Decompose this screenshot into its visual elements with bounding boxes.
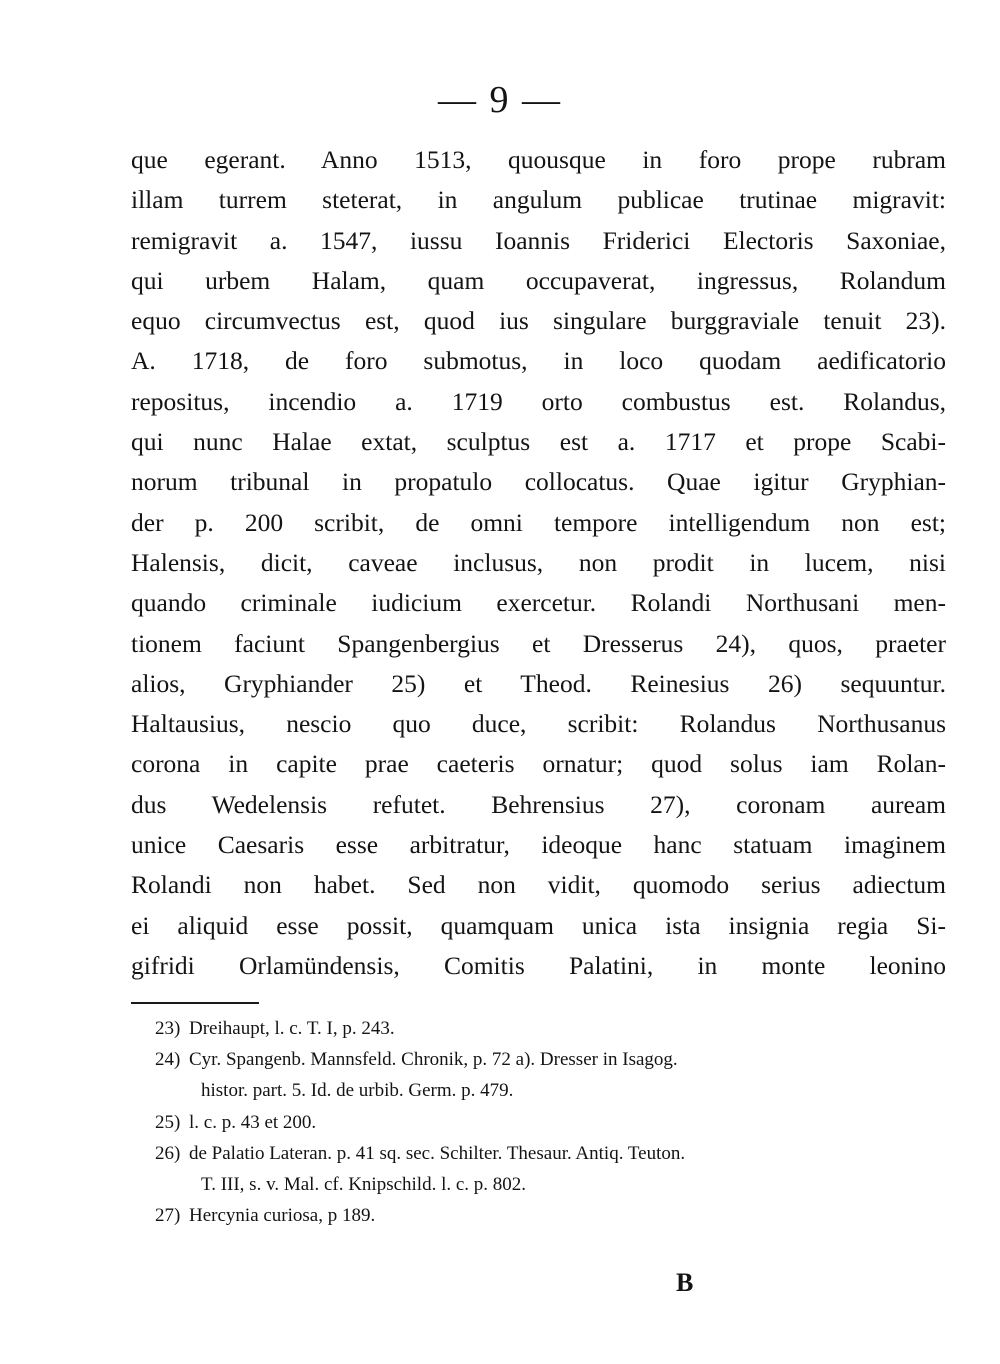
footnote-24 (131, 1044, 946, 1075)
text-line: Halensis, dicit, caveae inclusus, non prodit in lucem, nisi (131, 547, 946, 577)
text-line: Haltausius, nescio quo duce, scribit: Rolandus Northusanus (131, 709, 946, 739)
footnote-number: 25) (155, 1111, 181, 1133)
footnote-25 (131, 1107, 946, 1138)
text-line: repositus, incendio a. 1719 orto combustus est. Rolandus, (131, 386, 946, 416)
footnote-text: l. c. p. 43 et 200. (189, 1111, 317, 1133)
footnote-separator (131, 1002, 259, 1004)
text-line: alios, Gryphiander 25) et Theod. Reinesius 26) sequuntur. (131, 668, 946, 698)
footnote-number: 26) (155, 1142, 181, 1164)
text-line: unice Caesaris esse arbitratur, ideoque hanc statuam imaginem (131, 830, 946, 860)
text-line: illam turrem steterat, in angulum publicae trutinae migravit: (131, 185, 946, 215)
text-line: dus Wedelensis refutet. Behrensius 27), coronam auream (131, 789, 946, 819)
footnote-text: Cyr. Spangenb. Mannsfeld. Chronik, p. 72 a). Dresser in Isagog. (189, 1049, 678, 1071)
text-line: qui nunc Halae extat, sculptus est a. 1717 et prope Scabi- (131, 427, 946, 457)
footnotes (131, 1013, 946, 1231)
footnote-number: 24) (155, 1049, 181, 1071)
footnote-23 (131, 1013, 946, 1044)
main-text (131, 140, 946, 986)
footnote-text: T. III, s. v. Mal. cf. Knipschild. l. c. p. 802. (201, 1173, 527, 1195)
footnote-text: Dreihaupt, l. c. T. I, p. 243. (189, 1018, 395, 1039)
text-line: corona in capite prae caeteris ornatur; quod solus iam Rolan- (131, 749, 946, 779)
footnote-26 (131, 1138, 946, 1169)
footnote-text: histor. part. 5. Id. de urbib. Germ. p. 479. (201, 1080, 514, 1102)
footnote-number: 27) (155, 1205, 181, 1227)
text-line: qui urbem Halam, quam occupaverat, ingressus, Rolandum (131, 265, 946, 295)
text-line: ei aliquid esse possit, quamquam unica ista insignia regia Si- (131, 910, 946, 940)
text-line: gifridi Orlamündensis, Comitis Palatini, in monte leonino (131, 950, 946, 980)
footnote-24-cont (131, 1075, 946, 1106)
page-number: — 9 — (438, 79, 562, 121)
text-line: remigravit a. 1547, iussu Ioannis Friderici Electoris Saxoniae, (131, 225, 946, 255)
text-line: A. 1718, de foro submotus, in loco quodam aedificatorio (131, 346, 946, 376)
text-line: equo circumvectus est, quod ius singulare burggraviale tenuit 23). (131, 306, 946, 336)
footnote-number: 23) (155, 1018, 181, 1039)
text-line: Rolandi non habet. Sed non vidit, quomodo serius adiectum (131, 870, 946, 900)
text-line: tionem faciunt Spangenbergius et Dresserus 24), quos, praeter (131, 628, 946, 658)
text-line: norum tribunal in propatulo collocatus. Quae igitur Gryphian- (131, 467, 946, 497)
text-line: der p. 200 scribit, de omni tempore intelligendum non est; (131, 507, 946, 537)
footnote-text: Hercynia curiosa, p 189. (189, 1205, 376, 1227)
text-line: que egerant. Anno 1513, quousque in foro prope rubram (131, 145, 946, 174)
footnote-27 (131, 1200, 946, 1231)
text-line: quando criminale iudicium exercetur. Rolandi Northusani men- (131, 588, 946, 618)
footnote-text: de Palatio Lateran. p. 41 sq. sec. Schilter. Thesaur. Antiq. Teuton. (189, 1142, 686, 1164)
signature-mark: B (676, 1268, 694, 1297)
footnote-26-cont (131, 1169, 946, 1200)
